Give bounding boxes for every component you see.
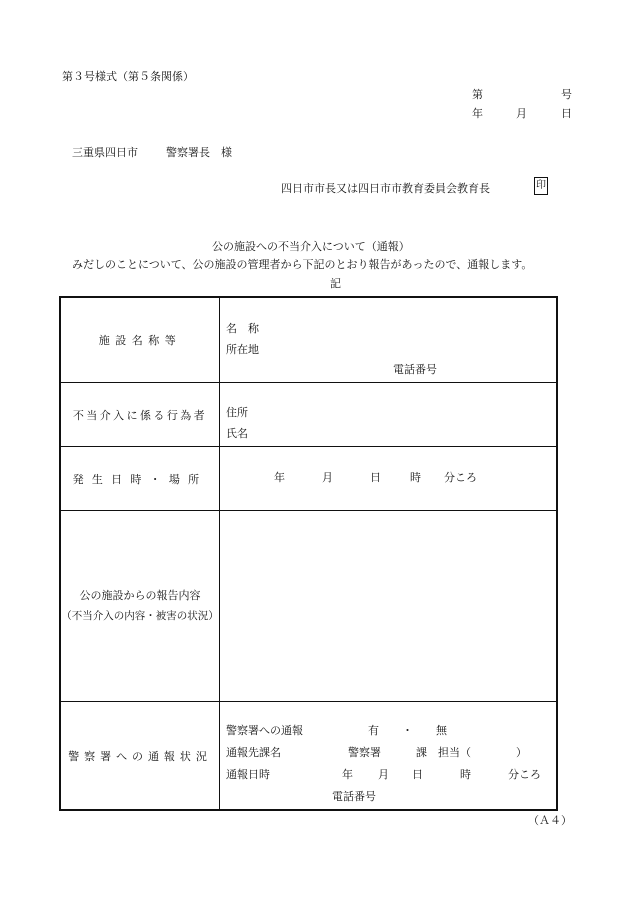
sender-name: 四日市市長又は四日市市教育委員会教育長 — [281, 182, 490, 195]
police-label: 警察署への通報状況 — [68, 749, 212, 763]
date-year: 年 — [472, 107, 483, 120]
actor-content[interactable] — [220, 383, 558, 447]
actor-label: 不当介入に係る行為者 — [72, 408, 208, 422]
police-date-minute: 分ころ — [508, 768, 541, 781]
police-content[interactable] — [220, 702, 558, 811]
police-person-close: ） — [516, 746, 527, 759]
actor-name-label: 氏名 — [226, 427, 248, 440]
paper-size-note: （Ａ４） — [528, 814, 572, 827]
police-date-year: 年 — [342, 768, 353, 781]
police-phone-label: 電話番号 — [332, 790, 376, 803]
police-date-label: 通報日時 — [226, 768, 270, 781]
police-date-month: 月 — [378, 768, 389, 781]
date-month: 月 — [516, 107, 527, 120]
police-person-label: 担当（ — [438, 746, 471, 759]
doc-number-suffix: 号 — [561, 88, 572, 101]
intro-text: みだしのことについて、公の施設の管理者から下記のとおり報告があったので、通報します。 — [72, 258, 533, 271]
recipient-title: 警察署長 様 — [166, 146, 232, 159]
actor-address-label: 住所 — [226, 406, 248, 419]
police-notify-yes[interactable]: 有 — [368, 724, 379, 737]
date-day: 日 — [561, 107, 572, 120]
doc-number-prefix: 第 — [472, 88, 483, 101]
police-date-day: 日 — [412, 768, 423, 781]
row-report — [60, 511, 557, 702]
form-number: 第３号様式（第５条関係） — [62, 70, 194, 83]
row-occurrence — [60, 447, 557, 511]
facility-content[interactable] — [220, 297, 558, 383]
police-section-label: 課 — [416, 746, 427, 759]
report-content[interactable] — [220, 511, 558, 702]
ki-heading: 記 — [330, 277, 341, 290]
police-date-hour: 時 — [460, 768, 471, 781]
occurrence-day: 日 — [370, 471, 381, 484]
occurrence-label: 発生日時・場所 — [72, 472, 208, 486]
row-actor — [60, 383, 557, 447]
police-notify-label: 警察署への通報 — [226, 724, 303, 737]
occurrence-hour: 時 — [410, 471, 421, 484]
occurrence-year: 年 — [274, 471, 285, 484]
occurrence-minute: 分ころ — [444, 471, 477, 484]
facility-label: 施設名称等 — [98, 334, 182, 347]
report-form-table — [59, 296, 558, 811]
facility-name-label: 名 称 — [226, 322, 259, 335]
police-notify-separator: ・ — [402, 724, 413, 737]
facility-phone-label: 電話番号 — [393, 363, 437, 376]
report-label-line1: 公の施設からの報告内容 — [79, 589, 201, 602]
report-label-line2: （不当介入の内容・被害の状況） — [61, 610, 219, 622]
row-facility — [60, 297, 557, 383]
occurrence-content[interactable] — [220, 447, 558, 511]
recipient-city: 三重県四日市 — [72, 146, 138, 159]
police-dept-label: 通報先課名 — [226, 746, 281, 759]
seal-stamp: 印 — [534, 177, 548, 195]
occurrence-month: 月 — [322, 471, 333, 484]
document-title: 公の施設への不当介入について（通報） — [212, 240, 410, 253]
police-notify-no[interactable]: 無 — [436, 724, 447, 737]
facility-address-label: 所在地 — [226, 343, 259, 356]
row-police — [60, 702, 557, 811]
police-station-label: 警察署 — [348, 746, 381, 759]
